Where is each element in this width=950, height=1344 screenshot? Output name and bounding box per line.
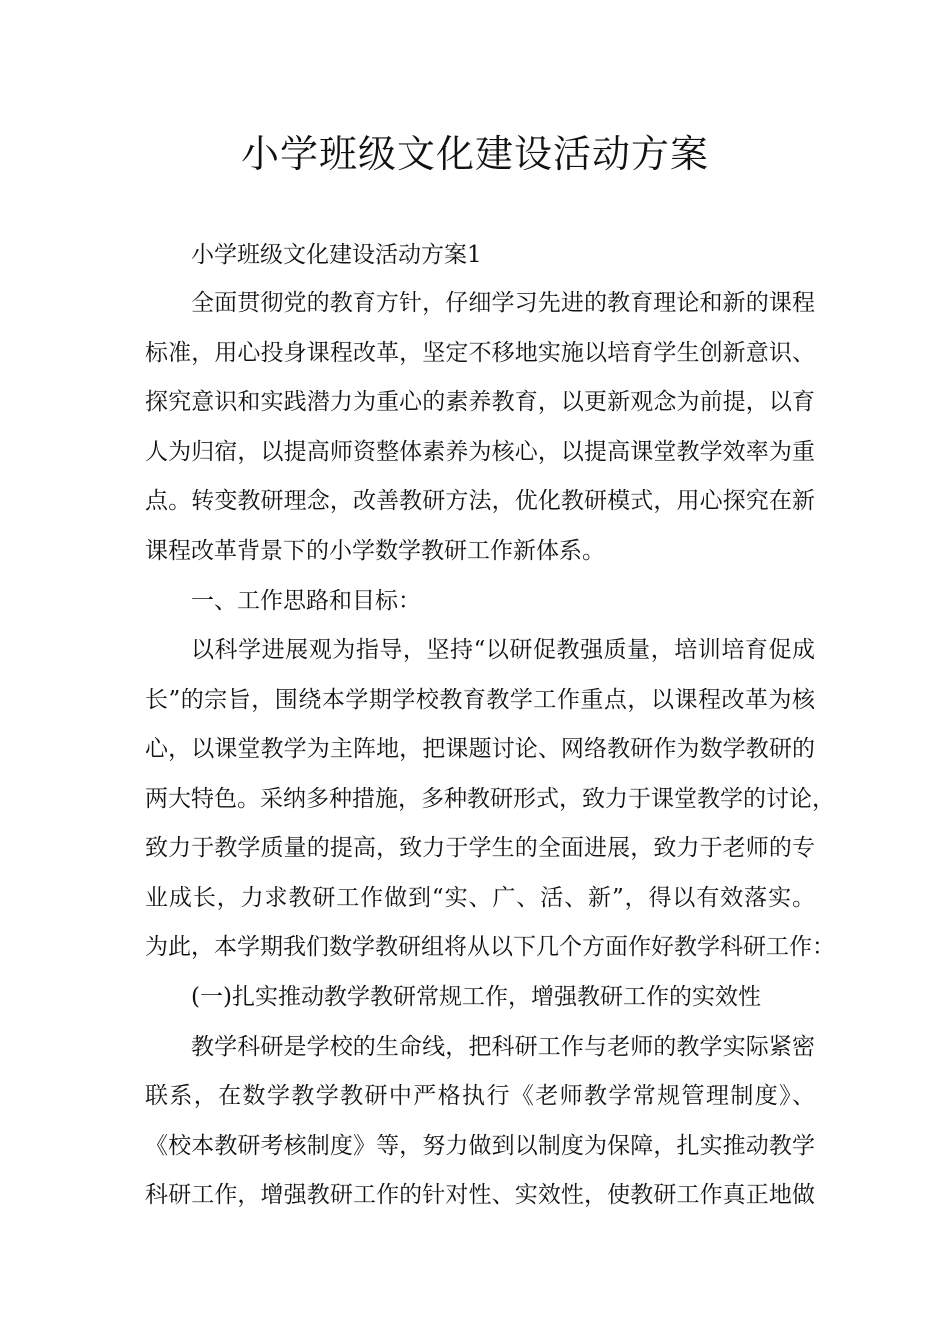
- paragraph-line: 业成长，力求教研工作做到“实、广、活、新”，得以有效落实。: [145, 885, 815, 911]
- paragraph-line: 联系，在数学教学教研中严格执行《老师教学常规管理制度》、: [145, 1083, 815, 1109]
- paragraph-line: 致力于教学质量的提高，致力于学生的全面进展，致力于老师的专: [145, 835, 815, 861]
- paragraph-line: 人为归宿，以提高师资整体素养为核心，以提高课堂教学效率为重: [145, 439, 815, 465]
- paragraph-line: 教学科研是学校的生命线，把科研工作与老师的教学实际紧密: [191, 1034, 815, 1060]
- document-title: 小学班级文化建设活动方案: [240, 132, 709, 176]
- paragraph-line: 长”的宗旨，围绕本学期学校教育教学工作重点，以课程改革为核: [145, 687, 815, 713]
- paragraph-line: 全面贯彻党的教育方针，仔细学习先进的教育理论和新的课程: [191, 290, 815, 316]
- subsection-heading: (一)扎实推动教学教研常规工作，增强教研工作的实效性: [191, 984, 761, 1010]
- section-heading: 一、工作思路和目标：: [191, 588, 421, 614]
- paragraph-line: 课程改革背景下的小学数学教研工作新体系。: [145, 538, 605, 564]
- paragraph-line: 以科学进展观为指导，坚持“以研促教强质量，培训培育促成: [191, 637, 815, 663]
- paragraph-line: 点。转变教研理念，改善教研方法，优化教研模式，用心探究在新: [145, 488, 815, 514]
- section-heading: 小学班级文化建设活动方案1: [191, 242, 482, 268]
- paragraph-line: 《校本教研考核制度》等，努力做到以制度为保障，扎实推动教学: [145, 1133, 815, 1159]
- paragraph-line: 两大特色。采纳多种措施，多种教研形式，致力于课堂教学的讨论，: [145, 786, 835, 812]
- paragraph-line: 科研工作，增强教研工作的针对性、实效性，使教研工作真正地做: [145, 1182, 815, 1208]
- paragraph-line: 标准，用心投身课程改革，坚定不移地实施以培育学生创新意识、: [145, 340, 815, 366]
- paragraph-line: 探究意识和实践潜力为重心的素养教育，以更新观念为前提，以育: [145, 389, 815, 415]
- paragraph-line: 为此，本学期我们数学教研组将从以下几个方面作好教学科研工作：: [145, 934, 835, 960]
- paragraph-line: 心，以课堂教学为主阵地，把课题讨论、网络教研作为数学教研的: [145, 736, 815, 762]
